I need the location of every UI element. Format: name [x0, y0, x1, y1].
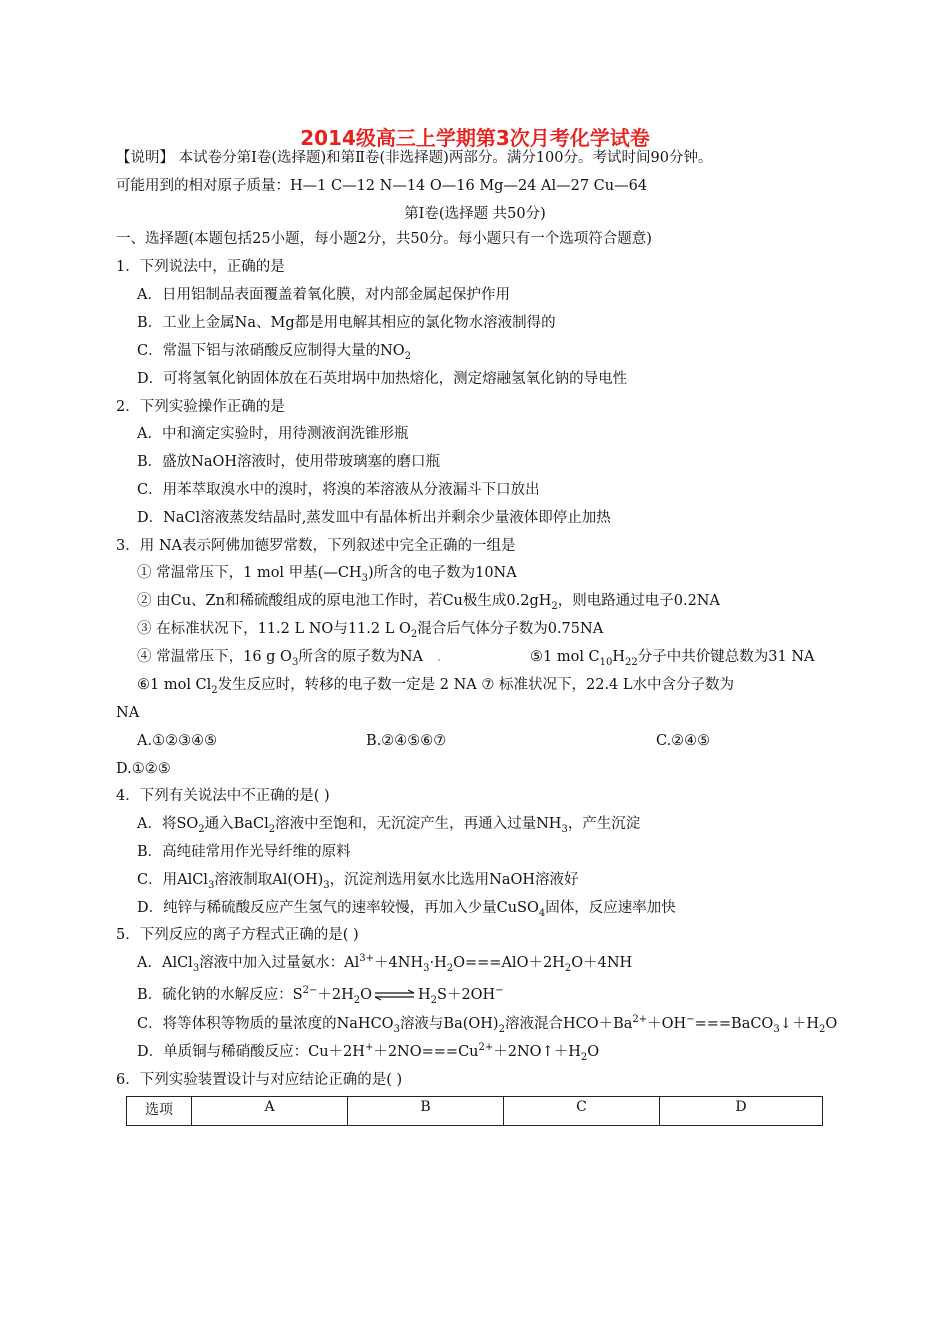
- table-header-cell: 选项: [127, 1097, 192, 1126]
- stray-dot: .: [436, 649, 442, 665]
- question-1-option-b: B．工业上金属Na、Mg都是用电解其相应的氯化物水溶液制得的: [137, 315, 556, 331]
- question-5-option-b: B．硫化钠的水解反应：$S^{2-}+2H_2O$ $H_2S+2OH^-$: [137, 985, 504, 1006]
- question-5-option-d: D．单质铜与稀硝酸反应：$Cu+2H^++2NO===Cu^{2+}+2NO↑+H_2O$: [137, 1042, 600, 1063]
- question-2-option-a: A．中和滴定实验时，用待测液润洗锥形瓶: [137, 426, 409, 442]
- question-2-option-c: C．用苯萃取溴水中的溴时，将溴的苯溶液从分液漏斗下口放出: [137, 482, 540, 498]
- question-5-option-a: A．AlCl$_3$溶液中加入过量氨水：$Al^{3+}+4NH_3\cdot H_2O===AlO+2H_2O+4NH$: [137, 953, 633, 974]
- table-header-cell: B: [348, 1097, 504, 1126]
- exam-note: 【说明】 本试卷分第Ⅰ卷(选择题)和第Ⅱ卷(非选择题)两部分。满分100分。考试时间90分钟。: [116, 150, 713, 166]
- question-3-item-6-7: ⑥1 mol $Cl_2$发生反应时，转移的电子数一定是 2 NA ⑦ 标准状况下，22.4 L水中含分子数为: [137, 677, 735, 696]
- question-6-table: [126, 1096, 823, 1126]
- question-3-item-4: ④ 常温常压下，16 g $O_3$所含的原子数为NA .: [137, 649, 442, 668]
- question-1-option-d: D．可将氢氧化钠固体放在石英坩埚中加热熔化，测定熔融氢氧化钠的导电性: [137, 371, 628, 387]
- table-header-cell: A: [192, 1097, 348, 1126]
- question-3-item-3: ③ 在标准状况下，11.2 L NO与11.2 L $O_2$混合后气体分子数为0.75NA: [137, 621, 604, 640]
- section-heading: 一、选择题(本题包括25小题，每小题2分，共50分。每小题只有一个选项符合题意): [116, 231, 652, 247]
- question-4-stem: 4．下列有关说法中不正确的是( ): [116, 788, 330, 804]
- question-6-stem: 6．下列实验装置设计与对应结论正确的是( ): [116, 1072, 403, 1088]
- exam-title: 2014级高三上学期第3次月考化学试卷: [300, 126, 650, 150]
- question-4-option-c: C．用AlCl$_3$溶液制取$Al(OH)_3$，沉淀剂选用氨水比选用NaOH溶液好: [137, 872, 579, 891]
- question-1-stem: 1．下列说法中，正确的是: [116, 259, 285, 275]
- question-3-choice-d: D.①②⑤: [116, 761, 171, 777]
- question-3-item-2: ② 由Cu、Zn和稀硫酸组成的原电池工作时，若Cu极生成$0.2gH_2$，则电路通过电子0.2NA: [137, 593, 720, 612]
- reversible-arrow-icon: [374, 989, 416, 1001]
- question-2-option-d: D．NaCl溶液蒸发结晶时,蒸发皿中有晶体析出并剩余少量液体即停止加热: [137, 510, 611, 526]
- question-5-stem: 5．下列反应的离子方程式正确的是( ): [116, 927, 359, 943]
- part-one-heading: 第Ⅰ卷(选择题 共50分): [404, 206, 546, 222]
- question-3-choice-b: B.②④⑤⑥⑦: [366, 733, 447, 749]
- table-header-cell: D: [660, 1097, 823, 1126]
- question-1-option-c: C．常温下铝与浓硝酸反应制得大量的$NO_2$: [137, 343, 412, 362]
- question-3-choice-c: C.②④⑤: [656, 733, 711, 749]
- question-4-option-b: B．高纯硅常用作光导纤维的原料: [137, 844, 351, 860]
- question-3-stem: 3．用 NA表示阿佛加德罗常数，下列叙述中完全正确的一组是: [116, 538, 516, 554]
- question-1-option-a: A．日用铝制品表面覆盖着氧化膜，对内部金属起保护作用: [137, 287, 510, 303]
- question-5-option-c: C．将等体积等物质的量浓度的NaHCO$_3$溶液与$Ba(OH)_2$溶液混合$HCO+Ba^{2+}+OH^-===BaCO_3↓+H_2O$: [137, 1014, 838, 1035]
- table-row: [127, 1097, 823, 1126]
- question-2-stem: 2．下列实验操作正确的是: [116, 399, 285, 415]
- question-3-choice-a: A.①②③④⑤: [137, 733, 218, 749]
- question-4-option-d: D．纯锌与稀硫酸反应产生氢气的速率较慢，再加入少量CuSO$_4$固体，反应速率加快: [137, 900, 676, 919]
- question-3-item-1: ① 常温常压下，1 mol 甲基$(—CH_3)$所含的电子数为10NA: [137, 565, 517, 584]
- question-4-option-a: A．将$SO_2$通入BaCl$_2$溶液中至饱和，无沉淀产生，再通入过量$NH_3$，产生沉淀: [137, 816, 641, 835]
- question-3-item-7-cont: NA: [116, 705, 140, 721]
- atomic-masses: 可能用到的相对原子质量：H—1 C—12 N—14 O—16 Mg—24 Al—27 Cu—64: [116, 178, 648, 194]
- table-header-cell: C: [504, 1097, 660, 1126]
- question-2-option-b: B．盛放NaOH溶液时，使用带玻璃塞的磨口瓶: [137, 454, 441, 470]
- question-3-item-5: ⑤1 mol $C_{10}H_{22}$分子中共价键总数为31 NA: [530, 649, 815, 668]
